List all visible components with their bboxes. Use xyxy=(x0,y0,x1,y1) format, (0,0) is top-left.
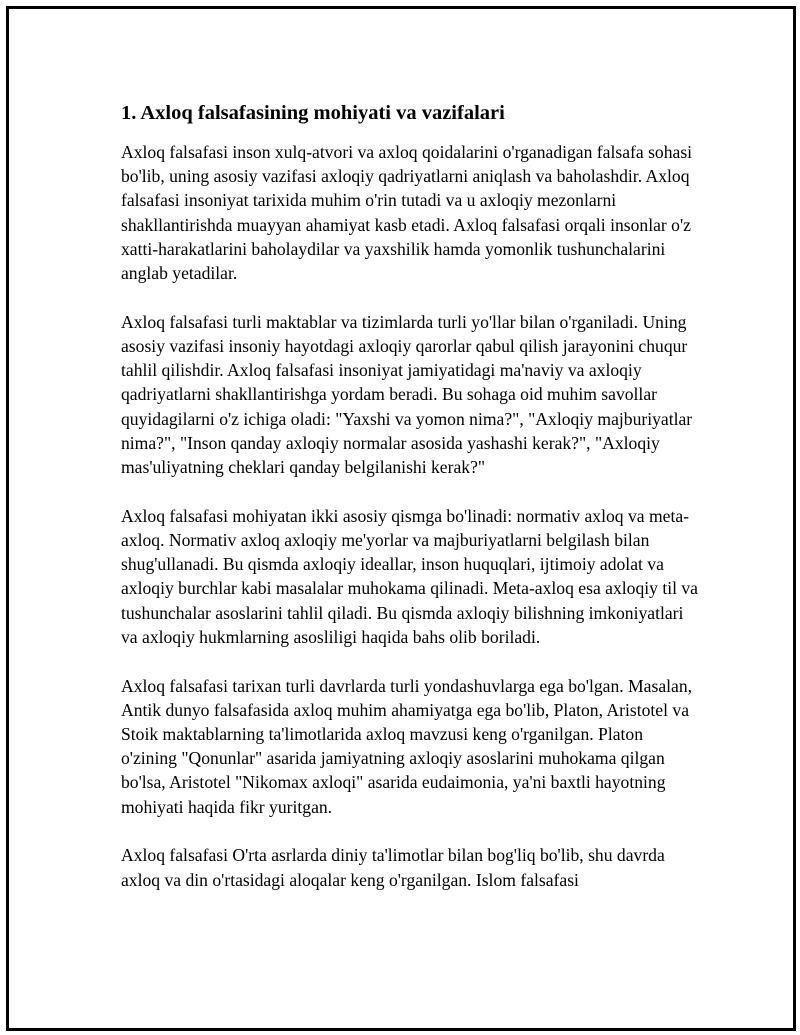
document-body xyxy=(121,99,701,916)
page-frame xyxy=(6,6,796,1031)
paragraph-1: Axloq falsafasi inson xulq-atvori va axloq qoidalarini o'rganadigan falsafa sohasi bo'lib, uning asosiy vazifasi axloqiy qadriyatlarni aniqlash va baholashdir. Axloq falsafasi insoniyat tarixida muhim o'rin tutadi va u axloqiy mezonlarni shakllantirishda muayyan ahamiyat kasb etadi. Axloq falsafasi orqali insonlar o'z xatti-harakatlarini baholaydilar va yaxshilik hamda yomonlik tushunchalarini anglab yetadilar. xyxy=(121,142,693,284)
section-heading: 1. Axloq falsafasining mohiyati va vazifalari xyxy=(121,102,505,124)
paragraph-2: Axloq falsafasi turli maktablar va tizimlarda turli yo'llar bilan o'rganiladi. Uning asosiy vazifasi insoniy hayotdagi axloqiy qarorlar qabul qilish jarayonini chuqur tahlil qilishdir. Axloq falsafasi insoniyat jamiyatidagi ma'naviy va axloqiy qadriyatlarni shakllantirishga yordam beradi. Bu sohaga oid muhim savollar quyidagilarni o'z ichiga oladi: "Yaxshi va yomon nima?", "Axloqiy majburiyatlar nima?", "Inson qanday axloqiy normalar asosida yashashi kerak?", "Axloqiy mas'uliyatning cheklari qanday belgilanishi kerak?" xyxy=(121,311,693,478)
paragraph-4: Axloq falsafasi tarixan turli davrlarda turli yondashuvlarga ega bo'lgan. Masalan, Antik dunyo falsafasida axloq muhim ahamiyatga ega bo'lib, Platon, Aristotel va Stoik maktablarning ta'limotlarida axloq mavzusi keng o'rganilgan. Platon o'zining "Qonunlar" asarida jamiyatning axloqiy asoslarini muhokama qilgan bo'lsa, Aristotel "Nikomax axloqi" asarida eudaimonia, ya'ni baxtli hayotning mohiyati haqida fikr yuritgan. xyxy=(121,675,693,817)
paragraph-5: Axloq falsafasi O'rta asrlarda diniy ta'limotlar bilan bog'liq bo'lib, shu davrda axloq va din o'rtasidagi aloqalar keng o'rganilgan. Islom falsafasi xyxy=(121,845,665,890)
paragraph-3: Axloq falsafasi mohiyatan ikki asosiy qismga bo'linadi: normativ axloq va meta-axloq. Normativ axloq axloqiy me'yorlar va majburiyatlarni belgilash bilan shug'ullanadi. Bu qismda axloqiy ideallar, inson huquqlari, ijtimoiy adolat va axloqiy burchlar kabi masalalar muhokama qilinadi. Meta-axloq esa axloqiy til va tushunchalar asoslarini tahlil qiladi. Bu qismda axloqiy bilishning imkoniyatlari va axloqiy hukmlarning asosliligi haqida bahs olib boriladi. xyxy=(121,505,698,647)
